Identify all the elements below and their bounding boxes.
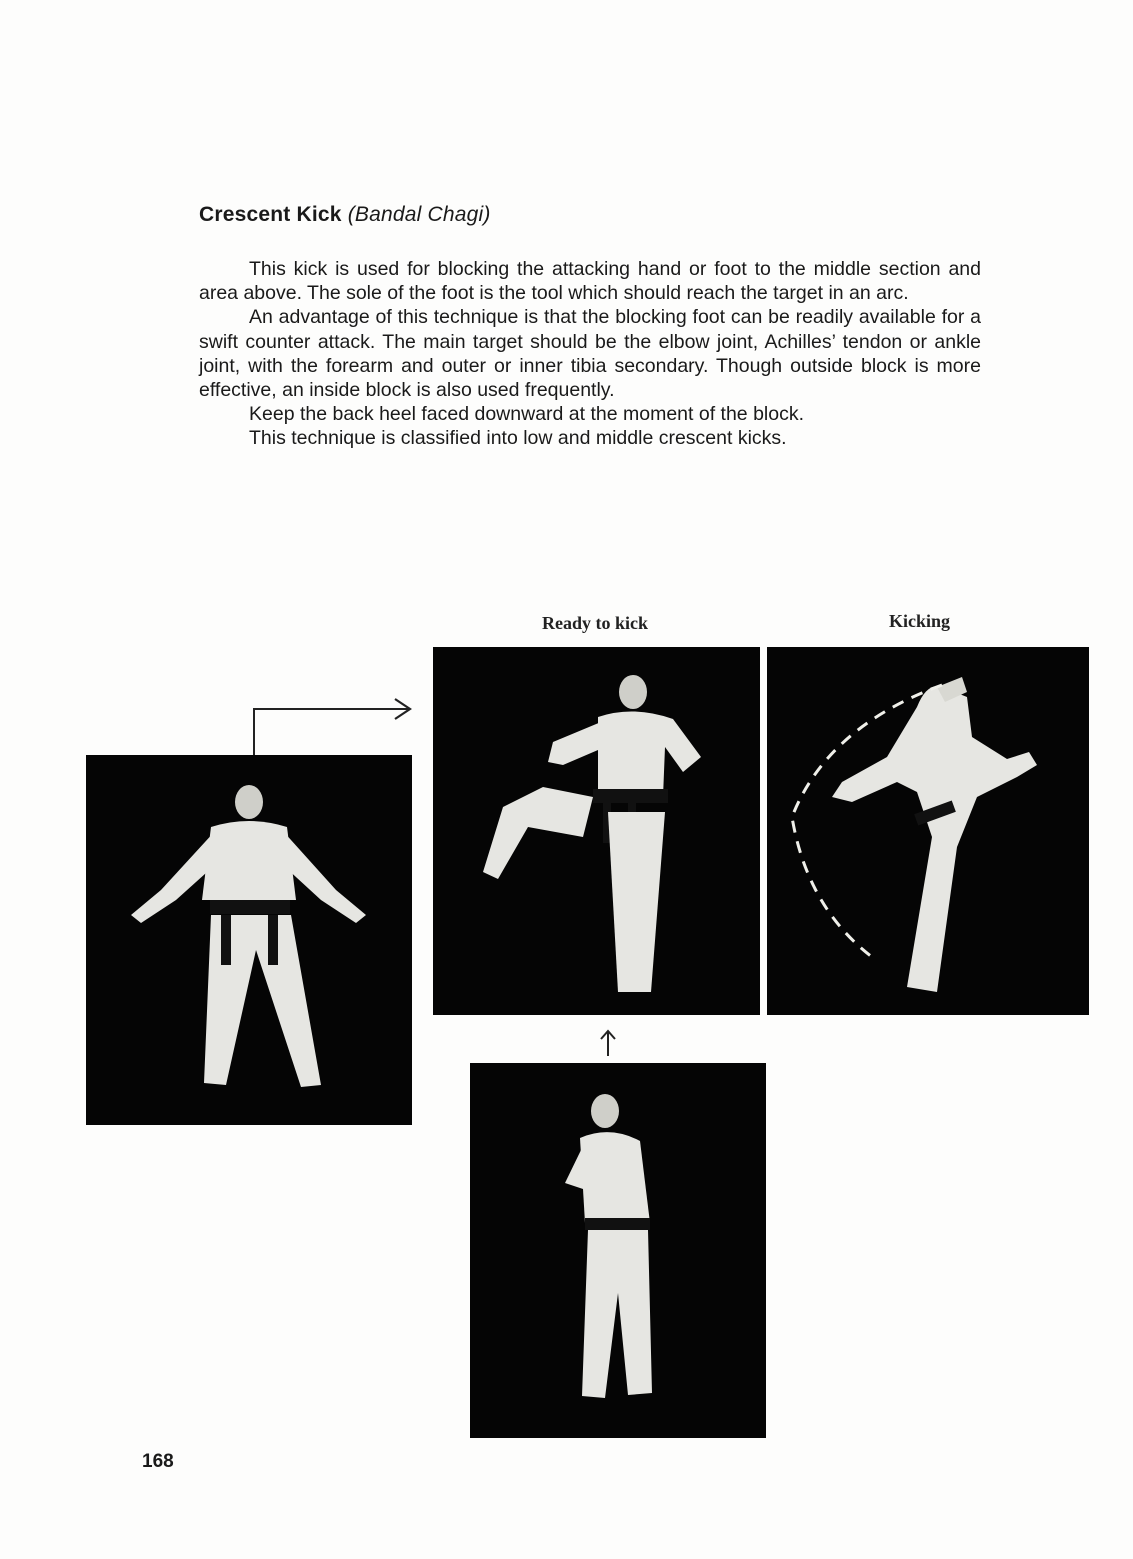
photo-ready-to-kick: [433, 647, 760, 1015]
photo-preparation-stance: [470, 1063, 766, 1438]
paragraph: This technique is classified into low and middle crescent kicks.: [249, 427, 787, 450]
caption-kicking: Kicking: [889, 611, 951, 631]
caption-ready: Ready to kick: [542, 613, 649, 633]
page-number: 168: [142, 1451, 174, 1472]
paragraph: This kick is used for blocking the attacking hand or foot to the middle section and area above. The sole of the foot is the tool which should reach the target in an arc.: [199, 258, 981, 305]
photo-kicking: [767, 647, 1089, 1015]
arrow-up-icon: [598, 1028, 618, 1058]
heading-subtitle: (Bandal Chagi): [347, 203, 491, 226]
photo-starting-stance: [86, 755, 412, 1125]
heading-title: Crescent Kick: [199, 203, 342, 226]
arrow-right-icon: [245, 695, 420, 757]
section-heading: [199, 203, 491, 227]
paragraph: An advantage of this technique is that the blocking foot can be readily available for a swift counter attack. The main target should be the elbow joint, Achilles’ tendon or ankle joint, with the forearm and outer or inner tibia secondary. Though outside block is more effective, an inside block is also used frequently.: [199, 306, 981, 402]
body-text: [199, 257, 981, 451]
paragraph: Keep the back heel faced downward at the moment of the block.: [249, 403, 805, 426]
